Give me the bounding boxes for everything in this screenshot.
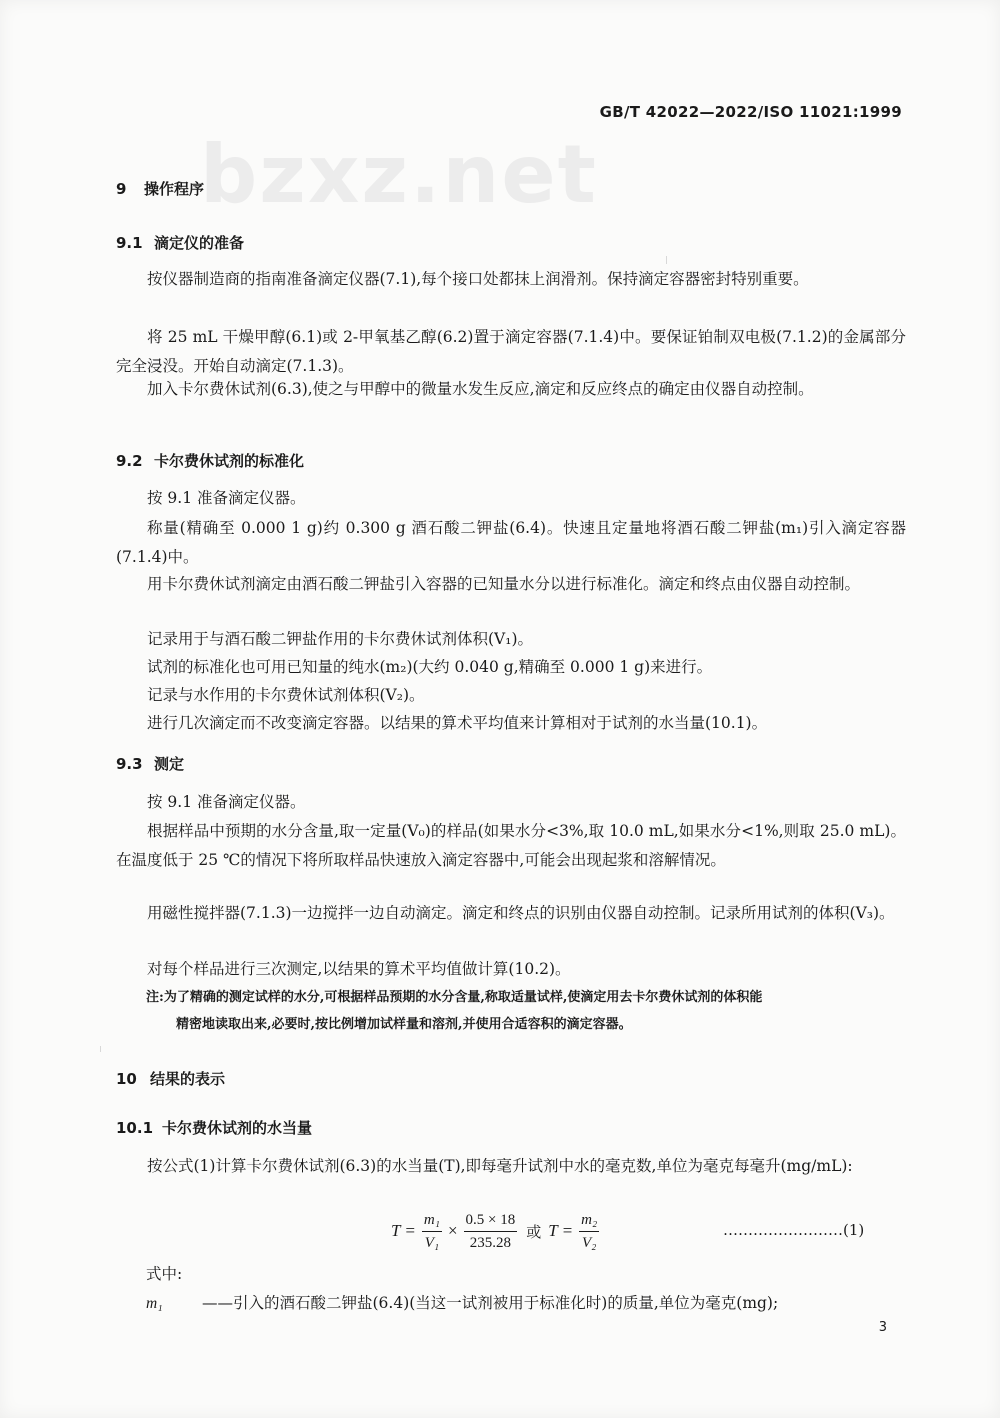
paragraph: 加入卡尔费休试剂(6.3),使之与甲醇中的微量水发生反应,滴定和反应终点的确定由仪器自动控制。 [147,380,814,398]
paragraph: 记录用于与酒石酸二钾盐作用的卡尔费休试剂体积(V₁)。 [147,630,534,648]
section-title: 结果的表示 [150,1070,226,1088]
paragraph: 对每个样品进行三次测定,以结果的算术平均值做计算(10.2)。 [147,960,571,978]
scan-speck [666,256,667,264]
paragraph: 进行几次滴定而不改变滴定容器。以结果的算术平均值来计算相对于试剂的水当量(10.1)。 [147,714,768,732]
watermark: bzxz.net [200,128,598,221]
paragraph: 称量(精确至 0.000 1 g)约 0.300 g 酒石酸二钾盐(6.4)。快速且定量地将酒石酸二钾盐(m₁)引入滴定容器(7.1.4)中。 [116,519,906,566]
scan-speck [100,1046,101,1052]
paragraph: 根据样品中预期的水分含量,取一定量(V₀)的样品(如果水分<3%,取 10.0 mL,如果水分<1%,则取 25.0 mL)。在温度低于 25 ℃的情况下将所取样品快速放入滴定容器中,可能会出现起浆和溶解情况。 [116,822,906,869]
section-10-heading [116,1068,225,1089]
fraction-m1-v1 [422,1210,442,1253]
section-9-heading [116,178,204,199]
note-label: 注: [146,990,164,1005]
paragraph: 将 25 mL 干燥甲醇(6.1)或 2-甲氧基乙醇(6.2)置于滴定容器(7.1.4)中。要保证铂制双电极(7.1.2)的金属部分完全浸没。开始自动滴定(7.1.3)。 [116,328,906,375]
where-text: ——引入的酒石酸二钾盐(6.4)(当这一试剂被用于标准化时)的质量,单位为毫克(mg); [202,1294,779,1312]
section-title: 滴定仪的准备 [154,234,245,252]
section-title: 测定 [154,755,185,773]
note-text: 为了精确的测定试样的水分,可根据样品预期的水分含量,称取适量试样,使滴定用去卡尔费休试剂的体积能 [163,990,763,1005]
paragraph: 按仪器制造商的指南准备滴定仪器(7.1),每个接口处都抹上润滑剂。保持滴定容器密封特别重要。 [147,270,809,288]
section-number: 10.1 [116,1119,154,1137]
formula-1 [116,1206,906,1256]
where-definition [146,1291,778,1313]
denominator: 235.28 [469,1234,512,1251]
paragraph: 用卡尔费休试剂滴定由酒石酸二钾盐引入容器的已知量水分以进行标准化。滴定和终点由仪器自动控制。 [147,575,861,593]
numerator: m₂ [579,1210,599,1232]
paragraph: 记录与水作用的卡尔费休试剂体积(V₂)。 [147,686,425,704]
where-label: 式中: [146,1265,183,1283]
section-number: 9 [116,180,127,198]
paragraph: 按 9.1 准备滴定仪器。 [147,489,306,507]
section-number: 10 [116,1070,137,1088]
section-number: 9.1 [116,234,143,252]
note-text-continued: 精密地读取出来,必要时,按比例增加试样量和溶剂,并使用合适容积的滴定容器。 [176,1017,632,1032]
paragraph: 按公式(1)计算卡尔费休试剂(6.3)的水当量(T),即每毫升试剂中水的毫克数,单位为毫克每毫升(mg/mL): [147,1157,853,1175]
paragraph: 试剂的标准化也可用已知量的纯水(m₂)(大约 0.040 g,精确至 0.000 1 g)来进行。 [147,658,713,676]
section-title: 卡尔费休试剂的标准化 [154,452,305,470]
fraction-m2-v2 [579,1210,599,1253]
denominator: V₂ [581,1234,597,1251]
section-9-2-heading [116,450,304,471]
formula-lhs: T = [391,1221,416,1240]
times-operator: × [447,1221,458,1240]
paragraph: 按 9.1 准备滴定仪器。 [147,793,306,811]
where-symbol: m₁ [146,1295,163,1312]
or-word: 或 [526,1222,542,1241]
denominator: V₁ [424,1234,440,1251]
standard-code-header: GB/T 42022—2022/ISO 11021:1999 [599,103,902,121]
section-title: 操作程序 [144,180,205,198]
numerator: 0.5 × 18 [464,1210,518,1232]
numerator: m₁ [422,1210,442,1232]
section-number: 9.2 [116,452,143,470]
fraction-constant [464,1210,518,1253]
formula-lhs: T = [548,1221,574,1240]
section-9-1-heading [116,232,244,253]
section-9-3-heading [116,753,184,774]
section-10-1-heading [116,1117,312,1138]
note [146,984,906,1038]
formula-expression [391,1206,601,1256]
section-number: 9.3 [116,755,143,773]
section-title: 卡尔费休试剂的水当量 [162,1119,313,1137]
page-number: 3 [878,1320,887,1335]
equation-number: ……………………(1) [723,1221,865,1239]
paragraph: 用磁性搅拌器(7.1.3)一边搅拌一边自动滴定。滴定和终点的识别由仪器自动控制。记录所用试剂的体积(V₃)。 [147,904,895,922]
